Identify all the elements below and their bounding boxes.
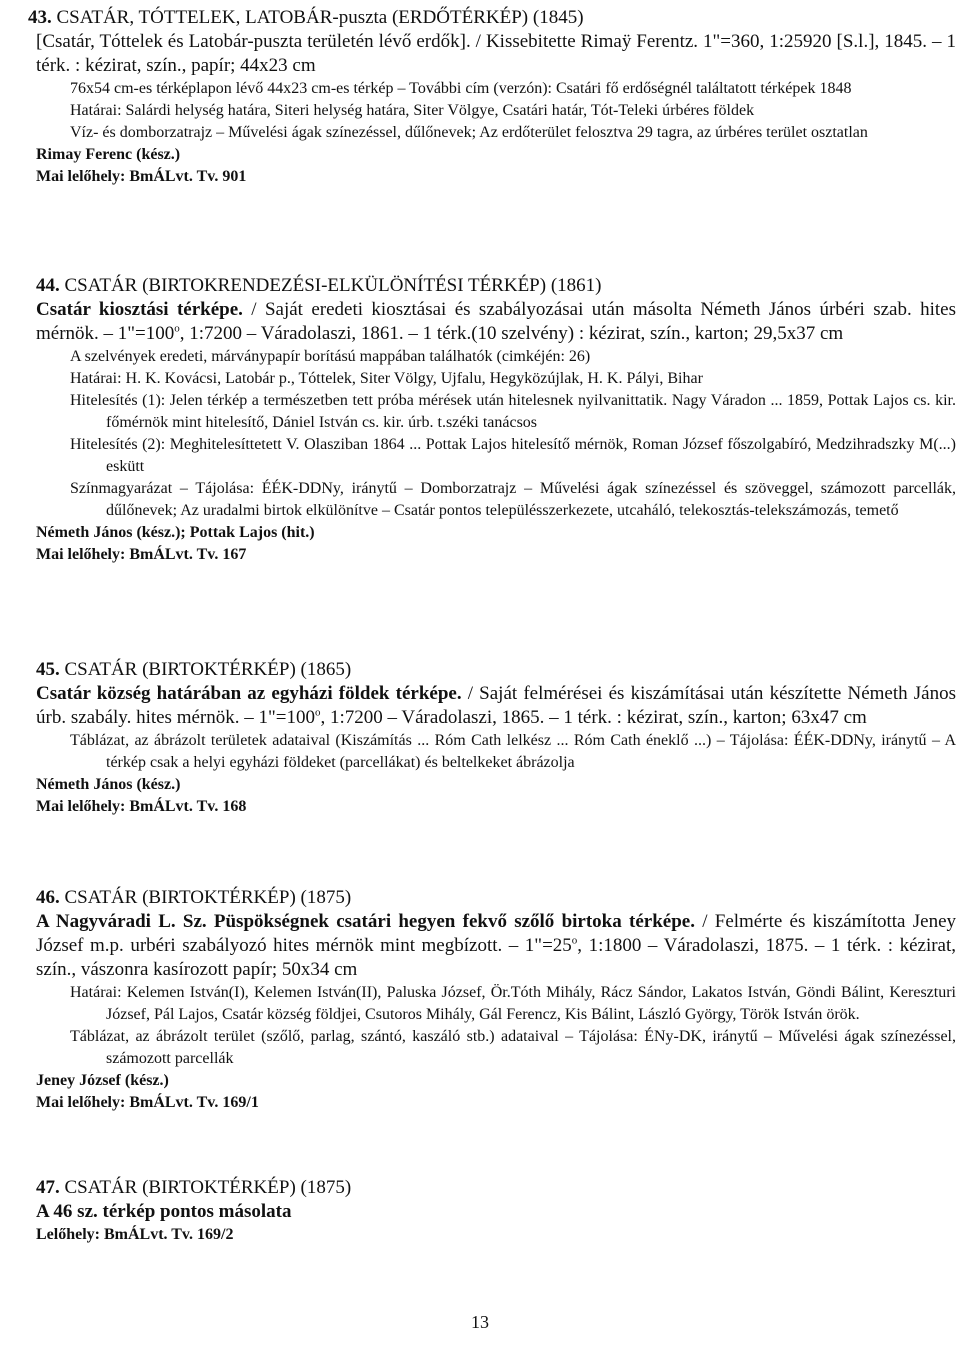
entry-title-line [36, 910, 956, 982]
entry-statement-b: , 1:7200 – Váradolaszi, 1865. – 1 térk. : kézirat, szín., karton; 63x47 cm [320, 707, 867, 728]
entry-detail: Táblázat, az ábrázolt terület (szőlő, parlag, szántó, kaszáló stb.) adataival – Tájolása: ÉNy-DK, iránytű – Művelési ágak színezéssel, számozott parcellák [70, 1028, 956, 1067]
map-title: A 46 sz. térkép pontos másolata [36, 1201, 292, 1222]
entry-46 [36, 886, 956, 1114]
entry-detail: Színmagyarázat – Tájolása: ÉÉK-DDNy, iránytű – Domborzatrajz – Művelési ágak színezéssel és szöveggel, számozott parcellák, dűlőnevek; Az uradalmi birtok elkülönítve – Csatár pontos településszerkezete, utcaháló, telekosztás-telekszámozás, temető [70, 480, 956, 519]
entry-detail: Hitelesítés (2): Meghitelesíttetett V. Olasziban 1864 ... Pottak Lajos hitelesítő mérnök, Roman József főszolgabíró, Medzihradszky M(...) eskütt [70, 436, 956, 475]
entry-detail: 76x54 cm-es térképlapon lévő 44x23 cm-es térkép – További cím (verzón): Csatári fő erdőségnél találtatott térképek 1848 [70, 80, 852, 97]
superscript: o [314, 706, 321, 719]
superscript: o [571, 934, 578, 947]
entry-detail: Határai: Kelemen István(I), Kelemen István(II), Paluska József, Ör.Tóth Mihály, Rácz Sándor, Lakatos István, Göndi Bálint, Kereszturi József, Pál Lajos, Csatár község földjei, Csutoros Mihály, Gál Ferencz, Kis Bálint, László György, Török István örök. [70, 984, 956, 1023]
entry-head-text: CSATÁR (BIRTOKTÉRKÉP) (1865) [64, 659, 352, 680]
entry-43 [28, 6, 956, 188]
entry-location: Lelőhely: BmÁLvt. Tv. 169/2 [36, 1226, 234, 1243]
map-title: Csatár község határában az egyházi földek térképe. [36, 683, 462, 704]
entry-author: Németh János (kész.) [36, 776, 181, 793]
entry-detail: Határai: Salárdi helység határa, Siteri helység határa, Siter Völgye, Csatári határ, Tót-Teleki úrbéres földek [70, 102, 755, 119]
entry-title-line [36, 298, 956, 346]
superscript: o [174, 322, 180, 335]
entry-head-text: CSATÁR (BIRTOKRENDEZÉSI-ELKÜLÖNÍTÉSI TÉRKÉP) (1861) [64, 275, 602, 296]
entry-author: Rimay Ferenc (kész.) [36, 146, 181, 163]
entry-number: 44. [36, 275, 60, 296]
entry-44 [36, 274, 956, 566]
entry-detail: Hitelesítés (1): Jelen térkép a természetben tett próba mérések után hitelesnek nyilvanittatik. Nagy Váradon ... 1859, Pottak Lajos cs. kir. főmérnök mint hitelesítő, Dániel István cs. kir. úrb. t.széki tanácsos [70, 392, 956, 431]
entry-heading [36, 274, 956, 298]
entry-detail: Víz- és domborzatrajz – Művelési ágak színezéssel, dűlőnevek; Az erdőterület felosztva 29 tagra, az úrbéres terület osztatlan [70, 124, 868, 141]
entry-heading [36, 658, 956, 682]
entry-statement-b: , 1:7200 – Váradolaszi, 1861. – 1 térk.(10 szelvény) : kézirat, szín., karton; 29,5x37 cm [179, 323, 844, 344]
entry-detail: Táblázat, az ábrázolt területek adataival (Kiszámítás ... Róm Cath lelkész ... Róm Cath éneklő ...) – Tájolása: ÉÉK-DDNy, iránytű – A térkép csak a helyi egyházi földeket (parcellákat) és beltelkeket ábrázolja [70, 732, 956, 771]
entry-number: 45. [36, 659, 60, 680]
entry-number: 43. [28, 7, 52, 28]
entry-head-text-2: [Csatár, Tóttelek és Latobár-puszta területén lévő erdők]. / Kissebitette Rimaÿ Ferentz. 1"=360, 1:25920 [S.l.], 1845. – 1 térk. : kézirat, szín., papír; 44x23 cm [36, 31, 956, 76]
entry-location: Mai lelőhely: BmÁLvt. Tv. 169/1 [36, 1094, 259, 1111]
entry-number: 47. [36, 1177, 60, 1198]
entry-location: Mai lelőhely: BmÁLvt. Tv. 901 [36, 168, 247, 185]
entry-detail: A szelvények eredeti, márványpapír borítású mappában találhatók (cimkéjén: 26) [70, 348, 591, 365]
entry-number: 46. [36, 887, 60, 908]
entry-statement-a: / Saját eredeti kiosztásai és szabályozásai után másolta Németh János úrbéri szab. hites mérnök. – 1"=100 [36, 299, 956, 344]
map-title: Csatár kiosztási térképe. [36, 299, 243, 320]
entry-author: Jeney József (kész.) [36, 1072, 169, 1089]
map-title: A Nagyváradi L. Sz. Püspökségnek csatári hegyen fekvő szőlő birtoka térképe. [36, 911, 695, 932]
page-number: 13 [471, 1312, 489, 1332]
entry-location: Mai lelőhely: BmÁLvt. Tv. 167 [36, 546, 247, 563]
entry-head-text: CSATÁR (BIRTOKTÉRKÉP) (1875) [64, 887, 352, 908]
entry-author: Németh János (kész.); Pottak Lajos (hit.) [36, 524, 315, 541]
entry-45 [36, 658, 956, 818]
entry-heading [28, 6, 956, 30]
entry-head-text: CSATÁR (BIRTOKTÉRKÉP) (1875) [64, 1177, 352, 1198]
entry-47 [36, 1176, 956, 1246]
entry-statement-a: / Saját felmérései és kiszámításai után készítette Németh János úrb. szabály. hites mérnök. – 1"=100 [36, 683, 956, 728]
entry-heading [36, 1176, 956, 1200]
entry-detail: Határai: H. K. Kovácsi, Latobár p., Tóttelek, Siter Völgy, Ujfalu, Hegyközújlak, H. K. Pályi, Bihar [70, 370, 703, 387]
entry-statement-a: / Felmérte és kiszámította Jeney József m.p. urbéri szabályozó hites mérnök mint megbízott. – 1"=25 [36, 911, 957, 956]
entry-head-text: CSATÁR, TÓTTELEK, LATOBÁR-puszta (ERDŐTÉRKÉP) (1845) [56, 7, 584, 28]
entry-heading [36, 886, 956, 910]
entry-title-line [36, 682, 956, 730]
entry-location: Mai lelőhely: BmÁLvt. Tv. 168 [36, 798, 247, 815]
entry-statement-b: , 1:1800 – Váradolaszi, 1875. – 1 térk. : kézirat, szín., vászonra kasírozott papír; 50x34 cm [36, 935, 957, 980]
